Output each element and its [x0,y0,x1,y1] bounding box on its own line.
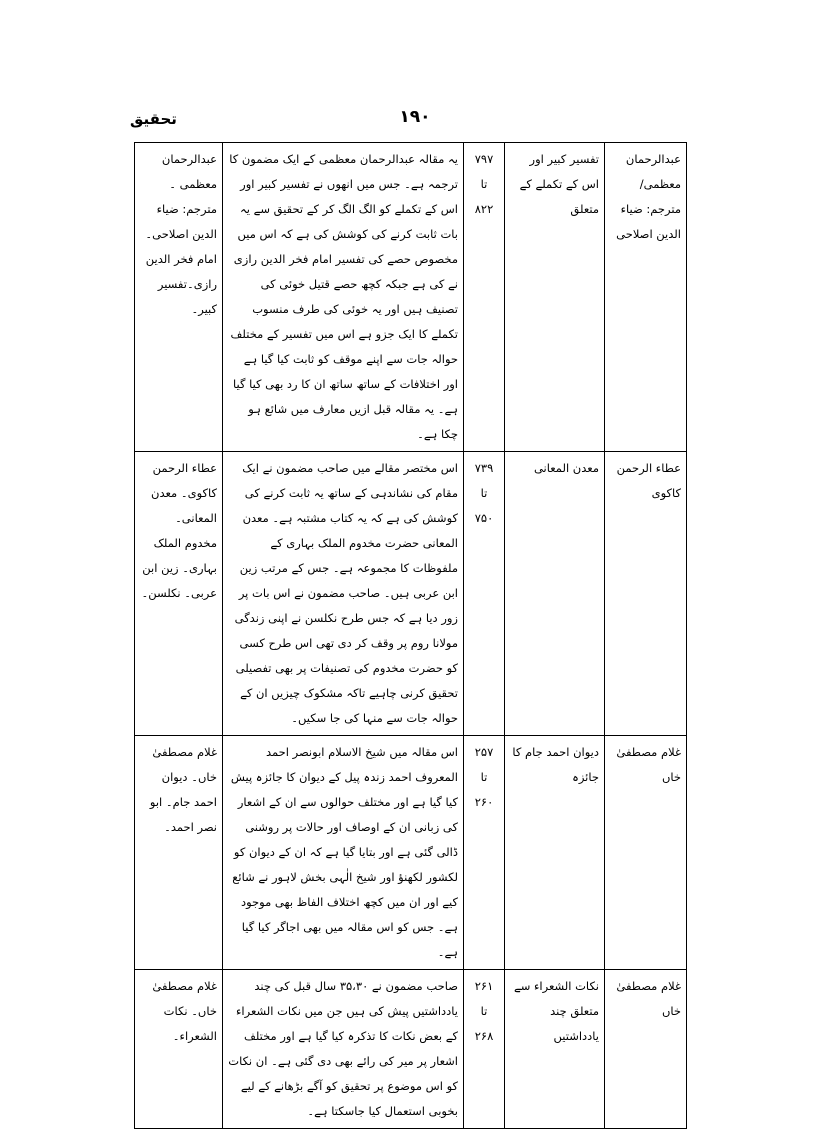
table-row [135,452,687,736]
summary-cell: اس مختصر مقالے میں صاحب مضمون نے ایک مقام کی نشاندہی کے ساتھ یہ ثابت کرنے کی کوشش کی ہے کہ یہ کتاب مشتبہ ہے۔ معدن المعانی حضرت مخدوم الملک بہاری کے ملفوظات کا مجموعہ ہے۔ جس کے مرتب زین ابن عربی ہیں۔ صاحب مضمون نے اس بات پر زور دیا ہے کہ جس طرح نکلسن نے اپنی زندگی مولانا روم پر وقف کر دی تھی اس طرح کسی کو حضرت مخدوم کی تصنیفات پر بھی تفصیلی تحقیق کرنی چاہیے تاکہ مشکوک چیزیں ان کے حوالہ جات سے منہا کی جا سکیں۔ [223,452,464,736]
pages-cell [464,970,505,1129]
page-separator: تا [480,1004,488,1018]
summary-cell: صاحب مضمون نے ۳۵،۳۰ سال قبل کی چند یادداشتیں پیش کی ہیں جن میں نکات الشعراء کے بعض نکات کا تذکرہ کیا گیا ہے اور مختلف اشعار پر میر کی رائے بھی دی گئی ہے۔ ان نکات کو اس موضوع پر تحقیق کو آگے بڑھانے کے لیے بخوبی استعمال کیا جاسکتا ہے۔ [223,970,464,1129]
page-end: ۲۶۰ [474,795,494,809]
page-start: ۲۵۷ [474,745,494,759]
reference-cell: غلام مصطفیٰ خاں۔ نکات الشعراء۔ [135,970,223,1129]
pages-cell [464,143,505,452]
author-cell: غلام مصطفیٰ خاں [605,736,687,970]
summary-cell: یہ مقالہ عبدالرحمان معظمی کے ایک مضمون کا ترجمہ ہے۔ جس میں انھوں نے تفسیر کبیر اور اس کے تکملے کو الگ الگ کر کے تحقیق سے یہ بات ثابت کرنے کی کوشش کی ہے کہ اس میں مخصوص حصے کی تفسیر امام فخر الدین رازی نے کی ہے جبکہ کچھ حصے قتیل خوئی کی تصنیف ہیں اور یہ خوئی کی طرف منسوب تکملے کا ایک جزو ہے اس میں تفسیر کے مختلف حوالہ جات سے اپنے موقف کو ثابت کیا گیا ہے اور اختلافات کے ساتھ ساتھ ان کا رد بھی کیا گیا ہے۔ یہ مقالہ قبل ازیں معارف میں شائع ہو چکا ہے۔ [223,143,464,452]
summary-cell: اس مقالہ میں شیخ الاسلام ابونصر احمد المعروف احمد زندہ پیل کے دیوان کا جائزہ پیش کیا گیا ہے اور مختلف حوالوں سے ان کے اشعار کی زبانی ان کے اوصاف اور حالات پر روشنی ڈالی گئی ہے اور بتایا گیا ہے کہ ان کے دیوان کو لکشور لکھنؤ اور شیخ الٰہی بخش لاہور نے شائع کیے اور ان میں کچھ اختلاف الفاظ بھی موجود ہے۔ جس کو اس مقالہ میں بھی اجاگر کیا گیا ہے۔ [223,736,464,970]
author-cell: غلام مصطفیٰ خاں [605,970,687,1129]
page-end: ۷۵۰ [474,511,494,525]
page-number: ۱۹۰ [399,107,431,127]
author-cell: عطاء الرحمن کاکوی [605,452,687,736]
title-cell: معدن المعانی [505,452,605,736]
title-cell: تفسیر کبیر اور اس کے تکملے کے متعلق [505,143,605,452]
page-separator: تا [480,177,488,191]
reference-cell: عبدالرحمان معظمی ۔مترجم: ضیاء الدین اصلاحی۔ امام فخر الدین رازی۔تفسیر کبیر۔ [135,143,223,452]
page-end: ۸۲۲ [474,202,494,216]
journal-section-label: تحقیق [130,110,177,128]
table-row [135,736,687,970]
pages-cell [464,452,505,736]
bibliography-table [134,142,687,1129]
table-row [135,970,687,1129]
page-start: ۲۶۱ [474,979,494,993]
pages-cell [464,736,505,970]
page-start: ۷۹۷ [474,152,494,166]
page-separator: تا [480,770,488,784]
reference-cell: عطاء الرحمن کاکوی۔ معدن المعانی۔ مخدوم الملک بہاری۔ زین ابن عربی۔ نکلسن۔ [135,452,223,736]
page-end: ۲۶۸ [474,1029,494,1043]
page-start: ۷۳۹ [474,461,494,475]
table-row [135,143,687,452]
title-cell: نکات الشعراء سے متعلق چند یادداشتیں [505,970,605,1129]
page-separator: تا [480,486,488,500]
author-cell: عبدالرحمان معظمی/ مترجم: ضیاء الدین اصلاحی [605,143,687,452]
reference-cell: غلام مصطفیٰ خاں۔ دیوان احمد جام۔ ابو نصر احمد۔ [135,736,223,970]
title-cell: دیوان احمد جام کا جائزہ [505,736,605,970]
